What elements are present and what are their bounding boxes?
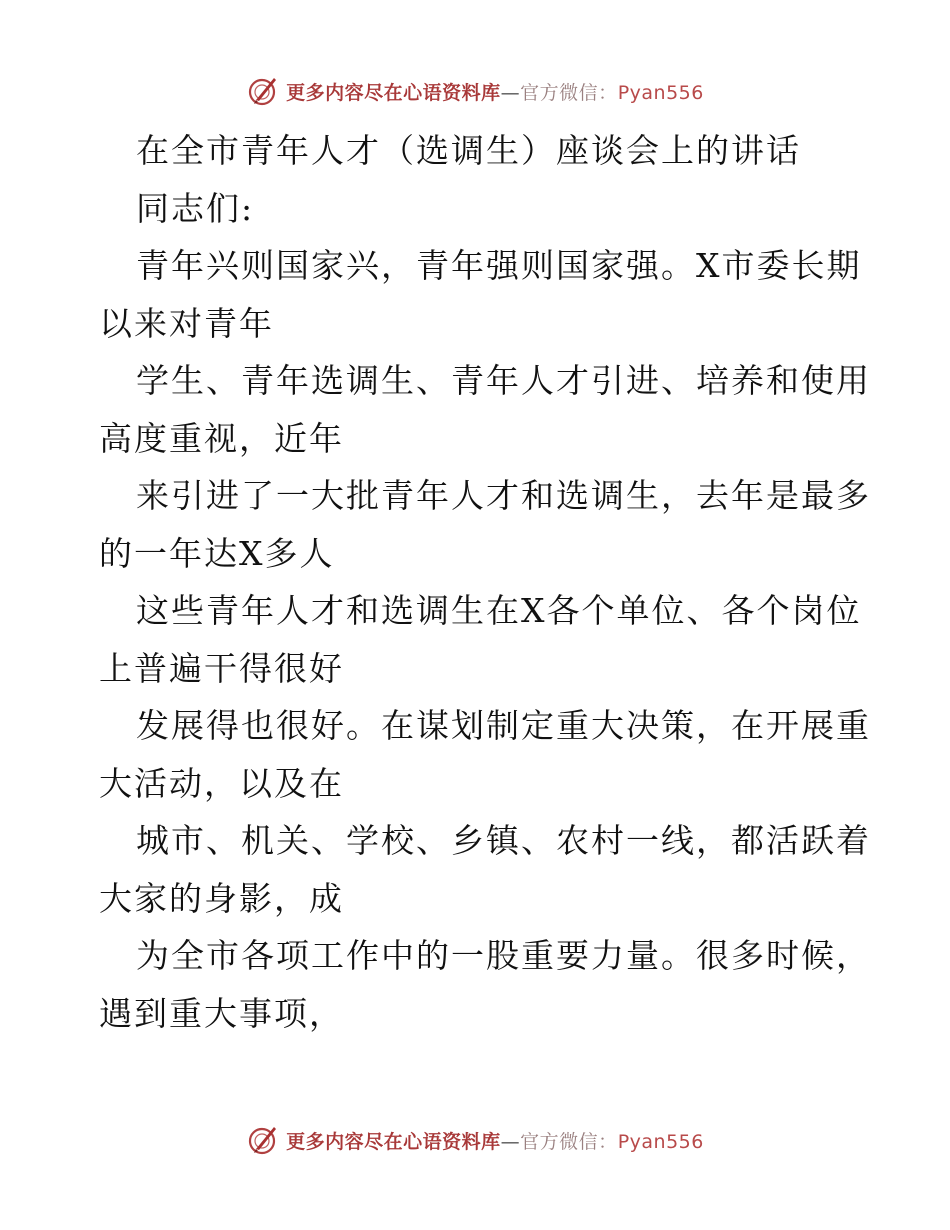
text-line: 城市、机关、学校、乡镇、农村一线，都活跃着 bbox=[136, 821, 871, 860]
watermark-suffix: 官方微信： bbox=[520, 81, 618, 104]
text-line: 青年兴则国家兴，青年强则国家强。X市委长期 bbox=[136, 246, 862, 285]
text-line: 大活动，以及在 bbox=[99, 763, 344, 803]
watermark-dash: — bbox=[500, 81, 521, 104]
watermark-wechat-id: Pyan556 bbox=[617, 1130, 704, 1153]
watermark-main-text: 更多内容尽在心语资料库 bbox=[286, 1130, 501, 1153]
text-line: 为全市各项工作中的一股重要力量。很多时候， bbox=[136, 936, 871, 975]
text-line: 上普遍干得很好 bbox=[99, 648, 344, 688]
document-title: 在全市青年人才（选调生）座谈会上的讲话 bbox=[136, 131, 801, 170]
watermark-text bbox=[286, 78, 704, 105]
watermark-wechat-id: Pyan556 bbox=[617, 81, 704, 104]
quill-pen-logo-icon bbox=[246, 74, 280, 108]
text-line: 发展得也很好。在谋划制定重大决策，在开展重 bbox=[136, 706, 871, 745]
text-line: 这些青年人才和选调生在X各个单位、各个岗位 bbox=[136, 591, 862, 630]
text-line: 以来对青年 bbox=[99, 303, 274, 343]
document-body bbox=[99, 122, 871, 1042]
watermark-text bbox=[286, 1127, 704, 1154]
text-line: 高度重视，近年 bbox=[99, 418, 344, 458]
text-line: 大家的身影，成 bbox=[99, 878, 344, 918]
text-line: 的一年达X多人 bbox=[99, 533, 335, 573]
footer-watermark bbox=[0, 1120, 950, 1160]
text-line: 遇到重大事项， bbox=[99, 993, 344, 1033]
watermark-main-text: 更多内容尽在心语资料库 bbox=[286, 81, 501, 104]
salutation: 同志们: bbox=[136, 188, 255, 228]
quill-pen-logo-icon bbox=[246, 1123, 280, 1157]
text-line: 学生、青年选调生、青年人才引进、培养和使用 bbox=[136, 361, 871, 400]
header-watermark bbox=[0, 71, 950, 111]
watermark-suffix: 官方微信： bbox=[520, 1130, 618, 1153]
text-line: 来引进了一大批青年人才和选调生，去年是最多 bbox=[136, 476, 871, 515]
watermark-dash: — bbox=[500, 1130, 521, 1153]
